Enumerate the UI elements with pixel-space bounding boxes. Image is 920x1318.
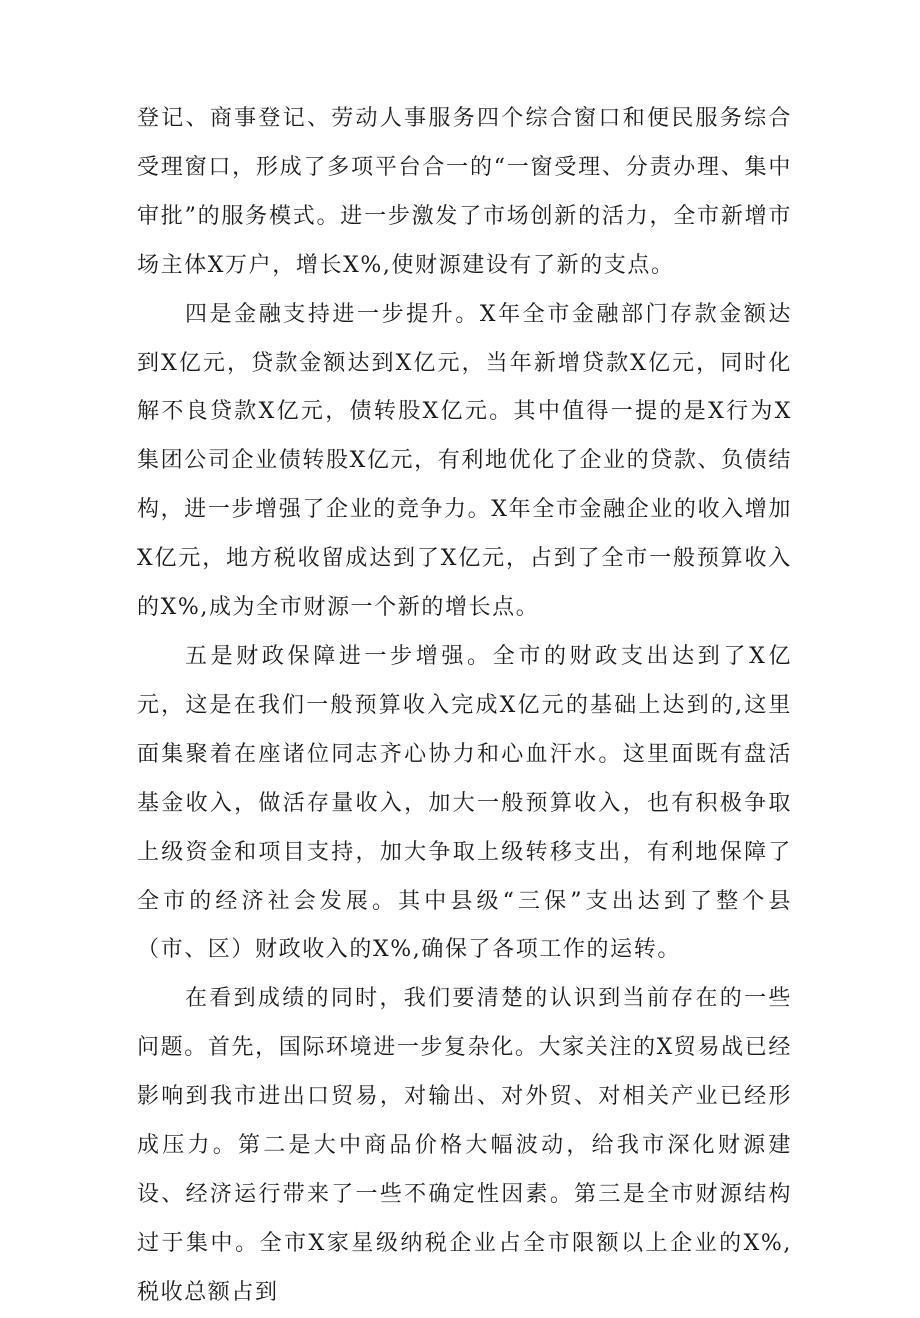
paragraph-fiscal: 五是财政保障进一步增强。全市的财政支出达到了X亿元，这是在我们一般预算收入完成X亿元的基础上达到的,这里面集聚着在座诸位同志齐心协力和心血汗水。这里面既有盘活基金收入，做活存量收入，加大一般预算收入，也有积极争取上级资金和项目支持，加大争取上级转移支出，有利地保障了全市的经济社会发展。其中县级“三保”支出达到了整个县（市、区）财政收入的X%,确保了各项工作的运转。 bbox=[137, 643, 792, 963]
paragraph-finance: 四是金融支持进一步提升。X年全市金融部门存款金额达到X亿元，贷款金额达到X亿元，当年新增贷款X亿元，同时化解不良贷款X亿元，债转股X亿元。其中值得一提的是X行为X集团公司企业债转股X亿元，有利地优化了企业的贷款、负债结构，进一步增强了企业的竞争力。X年全市金融企业的收入增加X亿元，地方税收留成达到了X亿元，占到了全市一般预算收入的X%,成为全市财源一个新的增长点。 bbox=[137, 301, 792, 621]
paragraph-continued: 登记、商事登记、劳动人事服务四个综合窗口和便民服务综合受理窗口，形成了多项平台合一的“一窗受理、分责办理、集中审批”的服务模式。进一步激发了市场创新的活力，全市新增市场主体X万户，增长X%,使财源建设有了新的支点。 bbox=[137, 106, 792, 278]
paragraph-problems: 在看到成绩的同时，我们要清楚的认识到当前存在的一些问题。首先，国际环境进一步复杂化。大家关注的X贸易战已经影响到我市进出口贸易，对输出、对外贸、对相关产业已经形成压力。第二是大中商品价格大幅波动，给我市深化财源建设、经济运行带来了一些不确定性因素。第三是全市财源结构过于集中。全市X家星级纳税企业占全市限额以上企业的X%,税收总额占到 bbox=[137, 986, 792, 1305]
body-text bbox=[137, 95, 792, 1318]
